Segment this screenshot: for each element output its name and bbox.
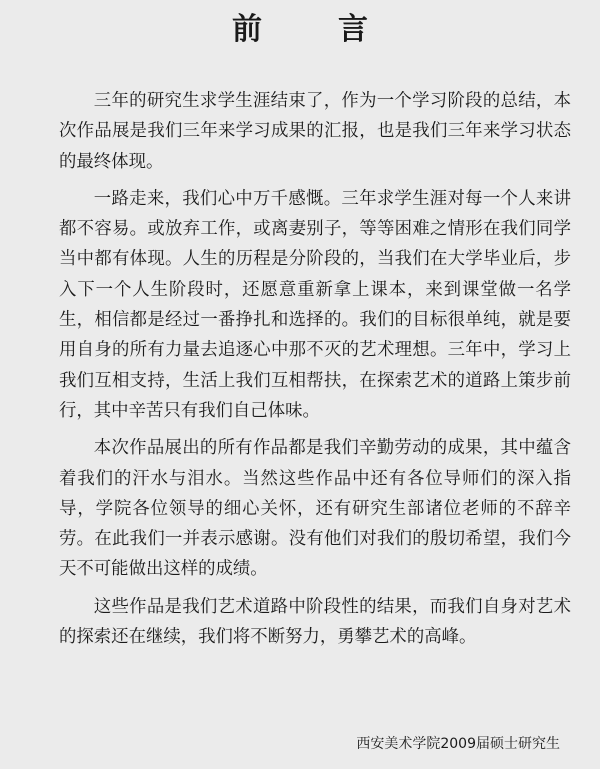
paragraph-3: 本次作品展出的所有作品都是我们辛勤劳动的成果，其中蕴含着我们的汗水与泪水。当然这些作品中还有各位导师们的深入指导，学院各位领导的细心关怀，还有研究生部诸位老师的不辞辛劳。在此我们一并表示感谢。没有他们对我们的殷切希望，我们今天不可能做出这样的成绩。 <box>59 438 571 580</box>
title-char-1: 前 <box>232 12 262 47</box>
title-char-2: 言 <box>338 12 368 47</box>
signature: 西安美术学院2009届硕士研究生 <box>356 736 560 752</box>
page-title <box>0 10 600 50</box>
paragraph-4: 这些作品是我们艺术道路中阶段性的结果，而我们自身对艺术的探索还在继续，我们将不断努力，勇攀艺术的高峰。 <box>59 596 571 648</box>
preface-body <box>59 86 571 659</box>
paragraph-1: 三年的研究生求学生涯结束了，作为一个学习阶段的总结，本次作品展是我们三年来学习成果的汇报，也是我们三年来学习状态的最终体现。 <box>59 91 571 172</box>
paragraph-2: 一路走来，我们心中万千感慨。三年求学生涯对每一个人来讲都不容易。或放弃工作，或离妻别子，等等困难之情形在我们同学当中都有体现。人生的历程是分阶段的，当我们在大学毕业后，步入下一个人生阶段时，还愿意重新拿上课本，来到课堂做一名学生，相信都是经过一番挣扎和选择的。我们的目标很单纯，就是要用自身的所有力量去追逐心中那不灭的艺术理想。三年中，学习上我们互相支持，生活上我们互相帮扶，在探索艺术的道路上策步前行，其中辛苦只有我们自己体味。 <box>59 188 571 421</box>
